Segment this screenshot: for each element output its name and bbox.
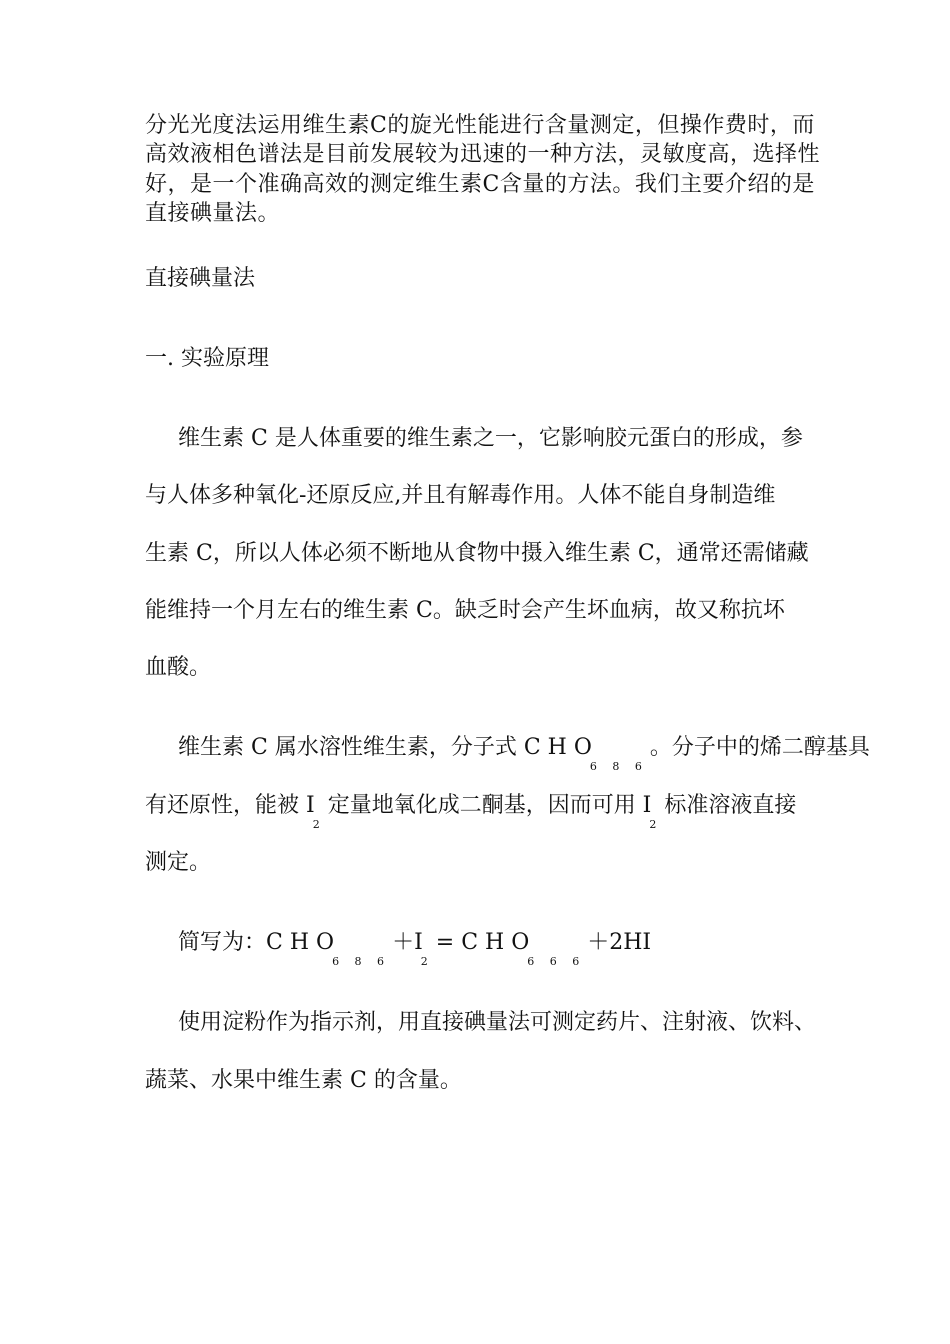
paragraph-line: 与人体多种氧化-还原反应,并且有解毒作用。人体不能自身制造维 (145, 483, 776, 508)
text-segment: 维生素 C 属水溶性维生素，分子式 C H O (178, 735, 592, 760)
formula-reactant: C H O (266, 930, 335, 955)
paragraph-line: 维生素 C 是人体重要的维生素之一，它影响胶元蛋白的形成，参 (178, 426, 803, 451)
subscript: 2 (312, 818, 326, 831)
subscript: 2 (420, 955, 434, 968)
intro-line: 好，是一个准确高效的测定维生素C含量的方法。我们主要介绍的是 (145, 172, 815, 197)
paragraph-line: 测定。 (145, 850, 212, 875)
formula-label: 简写为： (178, 930, 267, 955)
text-segment: 标准溶液直接 (664, 793, 797, 818)
formula-product: = C H O (435, 930, 530, 955)
subscript: 2 (649, 818, 663, 831)
paragraph-line: 使用淀粉作为指示剂，用直接碘量法可测定药片、注射液、饮料、 (178, 1010, 817, 1035)
paragraph-line (178, 734, 870, 773)
reaction-formula (178, 929, 652, 968)
paragraph-line: 能维持一个月左右的维生素 C。缺乏时会产生坏血病，故又称抗坏 (145, 598, 785, 623)
intro-line: 高效液相色谱法是目前发展较为迅速的一种方法，灵敏度高，选择性 (145, 142, 821, 167)
formula-reactant: ＋I (392, 930, 423, 955)
paragraph-line (145, 792, 797, 831)
section-title: 直接碘量法 (145, 266, 256, 291)
subsection-title: 一. 实验原理 (145, 346, 269, 371)
paragraph-line: 蔬菜、水果中维生素 C 的含量。 (145, 1068, 462, 1093)
subscript: 6 8 6 (332, 955, 391, 968)
text-segment: 。分子中的烯二醇基具 (649, 735, 870, 760)
intro-line: 直接碘量法。 (145, 201, 281, 226)
subscript: 6 6 6 (527, 955, 586, 968)
text-segment: 有还原性，能被 I (145, 793, 315, 818)
text-segment: 定量地氧化成二酮基，因而可用 I (327, 793, 652, 818)
paragraph-line: 生素 C，所以人体必须不断地从食物中摄入维生素 C，通常还需储藏 (145, 541, 809, 566)
subscript: 6 8 6 (589, 760, 648, 773)
formula-product: ＋2HI (587, 930, 652, 955)
paragraph-line: 血酸。 (145, 655, 212, 680)
intro-line: 分光光度法运用维生素C的旋光性能进行含量测定，但操作费时，而 (145, 113, 815, 138)
